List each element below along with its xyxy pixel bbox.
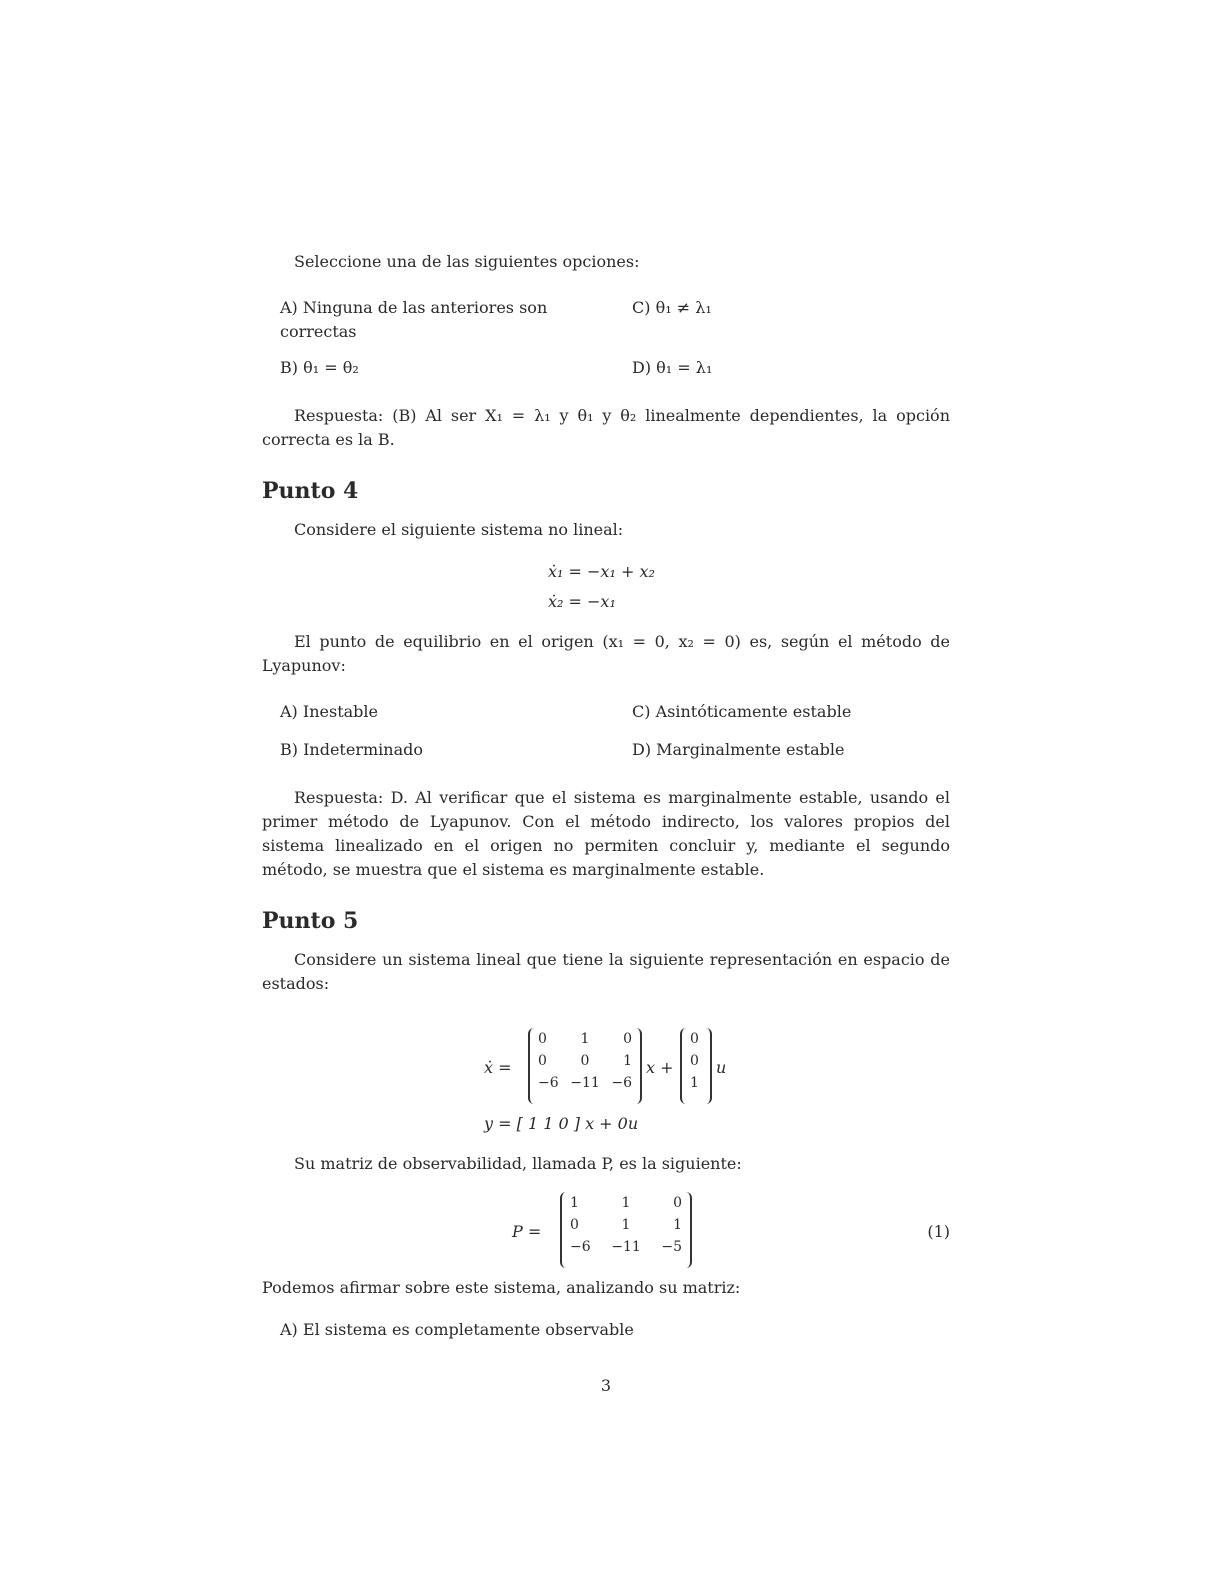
matrix-row: 0	[690, 1053, 699, 1069]
q1-answer: Respuesta: (B) Al ser X₁ = λ₁ y θ₁ y θ₂ linealmente dependientes, la opción correcta es la B.	[262, 406, 950, 449]
matrix-a	[528, 1028, 642, 1104]
document-page	[262, 0, 950, 1584]
state-eq-lhs: ẋ =	[484, 1058, 512, 1077]
punto4-option-c	[632, 700, 851, 724]
option-letter: B)	[280, 358, 298, 377]
option-text: Inestable	[302, 702, 378, 721]
option-letter: B)	[280, 740, 298, 759]
option-letter: A)	[280, 702, 298, 721]
punto5-intro: Considere un sistema lineal que tiene la siguiente representación en espacio de estados:	[262, 950, 950, 993]
matrix-row: −6 −11 −5	[570, 1239, 682, 1255]
option-letter: D)	[632, 358, 652, 377]
punto4-answer: Respuesta: D. Al verificar que el sistema es marginalmente estable, usando el primer método de Lyapunov. Con el método indirecto, los valores propios del sistema linealizado en el origen no permiten concluir y, mediante el segundo método, se muestra que el sistema es marginalmente estable.	[262, 788, 950, 879]
section-title-punto-5: Punto 5	[262, 908, 359, 934]
output-equation: y = [ 1 1 0 ] x + 0u	[484, 1114, 639, 1133]
state-eq-rhs: u	[716, 1058, 727, 1077]
q1-option-b	[280, 356, 610, 380]
punto5-question: Podemos afirmar sobre este sistema, analizando su matriz:	[262, 1278, 741, 1297]
matrix-row: 0 0 1	[538, 1053, 632, 1069]
equation-number: (1)	[927, 1222, 950, 1241]
intro-line: Seleccione una de las siguientes opciones:	[294, 252, 640, 271]
matrix-row: 0 1 0	[538, 1031, 632, 1047]
matrix-row: 1	[690, 1075, 699, 1091]
option-text: θ₁ = λ₁	[656, 358, 713, 377]
option-text: Ninguna de las anteriores son correctas	[280, 298, 548, 341]
punto4-option-b	[280, 738, 423, 762]
matrix-p-lhs: P =	[512, 1222, 542, 1241]
matrix-row: 0	[690, 1031, 699, 1047]
punto4-question: El punto de equilibrio en el origen (x₁ = 0, x₂ = 0) es, según el método de Lyapunov:	[262, 632, 950, 675]
punto4-intro: Considere el siguiente sistema no lineal:	[294, 520, 624, 539]
option-text: θ₁ = θ₂	[303, 358, 359, 377]
option-letter: C)	[632, 702, 651, 721]
q1-option-d	[632, 356, 942, 380]
observability-intro: Su matriz de observabilidad, llamada P, es la siguiente:	[294, 1154, 742, 1173]
page-number: 3	[600, 1376, 612, 1395]
matrix-row: 1 1 0	[570, 1195, 682, 1211]
option-text: Marginalmente estable	[656, 740, 845, 759]
matrix-row: −6 −11 −6	[538, 1075, 632, 1091]
option-text: El sistema es completamente observable	[302, 1320, 634, 1339]
matrix-row: 0 1 1	[570, 1217, 682, 1233]
punto4-equation-1: ẋ₁ = −x₁ + x₂	[548, 562, 655, 581]
punto5-option-a	[280, 1318, 634, 1342]
section-title-punto-4: Punto 4	[262, 478, 359, 504]
option-letter: D)	[632, 740, 652, 759]
punto4-option-d	[632, 738, 844, 762]
q1-option-a	[280, 296, 610, 344]
option-text: Asintóticamente estable	[655, 702, 852, 721]
q1-option-c	[632, 296, 942, 320]
matrix-p	[560, 1192, 692, 1268]
option-text: θ₁ ≠ λ₁	[655, 298, 712, 317]
option-letter: A)	[280, 298, 298, 317]
option-text: Indeterminado	[303, 740, 423, 759]
punto4-option-a	[280, 700, 378, 724]
punto4-equation-2: ẋ₂ = −x₁	[548, 592, 616, 611]
option-letter: A)	[280, 1320, 298, 1339]
option-letter: C)	[632, 298, 651, 317]
state-eq-mid: x +	[646, 1058, 674, 1077]
matrix-b	[680, 1028, 712, 1104]
